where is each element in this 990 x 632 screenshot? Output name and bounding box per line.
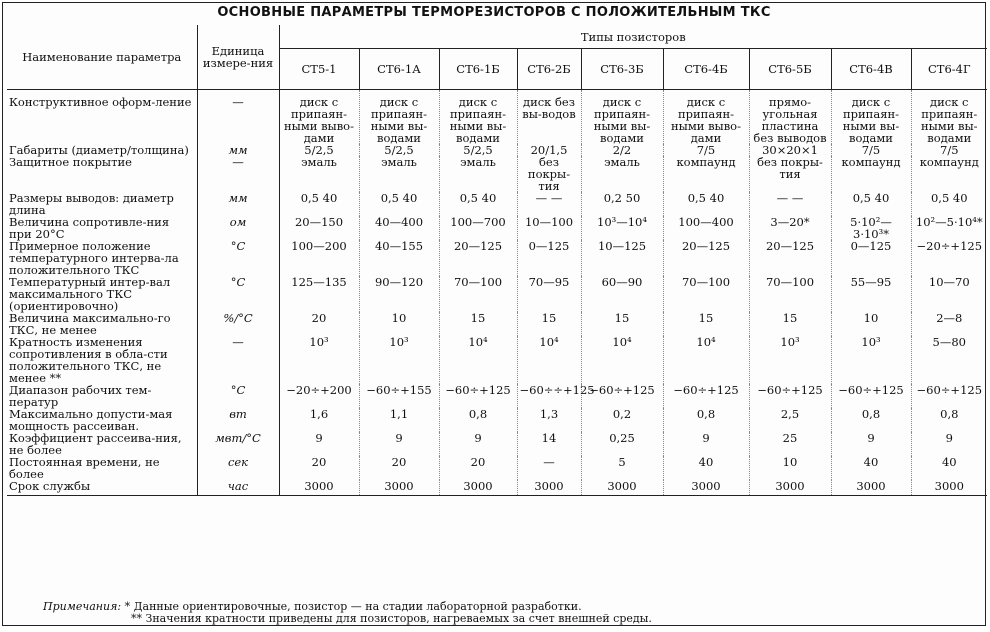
parameter-value: 10³ <box>749 336 831 384</box>
parameter-unit: мм <box>197 144 279 156</box>
parameter-value: 10⁴ <box>517 336 581 384</box>
parameter-value: 10³ <box>359 336 439 384</box>
parameter-value: 7/5 <box>911 144 987 156</box>
parameter-value: 3—20* <box>749 216 831 240</box>
parameter-value: 100—200 <box>291 239 347 253</box>
parameter-name: Диапазон рабочих тем-ператур <box>7 384 197 408</box>
header-parameter-name: Наименование параметра <box>7 25 197 90</box>
parameter-value: эмаль <box>581 156 663 192</box>
parameter-value: −60÷÷+125 <box>517 384 581 408</box>
parameter-value: −60÷+125 <box>831 384 911 408</box>
parameter-value: 3000 <box>749 480 831 496</box>
parameter-value: 40 <box>831 456 911 480</box>
parameter-value: эмаль <box>439 156 517 192</box>
parameter-value: 1,3 <box>517 408 581 432</box>
parameter-value: 0,5 40 <box>300 191 338 205</box>
header-type: СТ6-1А <box>359 49 439 90</box>
table-row <box>7 276 987 312</box>
parameter-value: 55—95 <box>831 276 911 312</box>
parameter-value: 70—100 <box>439 276 517 312</box>
parameter-value: 9 <box>439 432 517 456</box>
parameter-value: 10⁴ <box>663 336 749 384</box>
parameter-value: 70—100 <box>663 276 749 312</box>
parameter-name: Постоянная времени, не более <box>7 456 197 480</box>
parameter-value: 5/2,5 <box>359 144 439 156</box>
parameter-value: 40 <box>911 456 987 480</box>
parameter-unit: — <box>197 90 279 145</box>
parameter-value: 10⁴ <box>439 336 517 384</box>
parameter-value: 0,8 <box>439 408 517 432</box>
parameter-value: 0,5 40 <box>439 192 517 216</box>
parameter-value: диск с припаян-ными вы-водами <box>359 90 439 145</box>
header-type: СТ6-3Б <box>581 49 663 90</box>
parameter-value: 3000 <box>439 480 517 496</box>
parameter-value: 100—700 <box>439 216 517 240</box>
parameter-value: 10—70 <box>911 276 987 312</box>
parameter-value: 20 <box>439 456 517 480</box>
parameter-value: 0,8 <box>911 408 987 432</box>
header-types-group: Типы позисторов <box>279 25 987 49</box>
parameter-value: 10—125 <box>581 240 663 276</box>
parameter-name: Величина максимально-го ТКС, не менее <box>7 312 197 336</box>
parameter-value: 3000 <box>911 480 987 496</box>
parameter-value: без покры-тия <box>517 156 581 192</box>
document-page <box>2 2 986 626</box>
parameter-value: 10³ <box>831 336 911 384</box>
parameter-unit: мм <box>197 192 279 216</box>
parameter-value: эмаль <box>301 155 337 169</box>
parameter-value: 40—400 <box>359 216 439 240</box>
parameter-value: 7/5 <box>663 144 749 156</box>
parameter-value: −20÷+200 <box>286 383 352 397</box>
parameter-value: — <box>517 456 581 480</box>
parameter-unit: сек <box>197 456 279 480</box>
parameter-value: 25 <box>749 432 831 456</box>
parameter-value: 9 <box>831 432 911 456</box>
parameter-value: диск с припаян-ными выво-дами <box>663 90 749 145</box>
parameter-value: 3000 <box>581 480 663 496</box>
parameter-value: 10³ <box>309 335 329 349</box>
parameter-value: 60—90 <box>581 276 663 312</box>
parameter-value: 10—100 <box>517 216 581 240</box>
table-row <box>7 156 987 192</box>
parameter-value: 3000 <box>663 480 749 496</box>
parameter-value: 5/2,5 <box>304 143 334 157</box>
parameter-value: 30×20×1 <box>749 144 831 156</box>
parameter-value: диск с припаян-ными вы-водами <box>911 90 987 145</box>
table-row <box>7 408 987 432</box>
table-row <box>7 90 987 145</box>
header-type: СТ6-4Б <box>663 49 749 90</box>
parameter-value: 10 <box>831 312 911 336</box>
parameters-table <box>7 25 987 496</box>
parameter-value: 100—400 <box>663 216 749 240</box>
header-type: СТ6-2Б <box>517 49 581 90</box>
parameter-value: 20—125 <box>663 240 749 276</box>
parameter-unit: — <box>197 336 279 384</box>
parameter-value: 1,6 <box>309 407 329 421</box>
parameter-unit: °С <box>197 384 279 408</box>
parameter-value: 20—150 <box>294 215 344 229</box>
parameter-unit: вт <box>197 408 279 432</box>
parameter-value: 5/2,5 <box>439 144 517 156</box>
parameter-value: 3000 <box>359 480 439 496</box>
parameter-value: 10 <box>749 456 831 480</box>
parameter-unit: мвт/°С <box>197 432 279 456</box>
parameter-value: 0,5 40 <box>911 192 987 216</box>
parameter-value: 15 <box>517 312 581 336</box>
parameter-name: Кратность изменения сопротивления в обла-сти положительного ТКС, не менее ** <box>7 336 197 384</box>
parameter-value: 0,8 <box>663 408 749 432</box>
parameter-value: эмаль <box>359 156 439 192</box>
table-row <box>7 144 987 156</box>
parameter-value: 0,25 <box>581 432 663 456</box>
parameter-value: −60÷+125 <box>581 384 663 408</box>
parameter-name: Максимально допусти-мая мощность рассеиван. <box>7 408 197 432</box>
parameter-value: 3000 <box>831 480 911 496</box>
parameter-value: компаунд <box>831 156 911 192</box>
header-type: СТ5-1 <box>279 49 359 90</box>
table-row <box>7 480 987 496</box>
parameter-unit: °С <box>197 240 279 276</box>
parameter-value: 15 <box>439 312 517 336</box>
footnote-1-text: * Данные ориентировочные, позистор — на стадии лабораторной разработки. <box>124 600 582 613</box>
parameter-value: 40 <box>663 456 749 480</box>
parameter-value: — — <box>749 192 831 216</box>
header-type: СТ6-4Г <box>911 49 987 90</box>
parameter-value: 2—8 <box>911 312 987 336</box>
parameter-value: 20—125 <box>749 240 831 276</box>
parameter-value: 90—120 <box>359 276 439 312</box>
table-row <box>7 456 987 480</box>
parameter-name: Срок службы <box>7 480 197 496</box>
parameter-value: компаунд <box>911 156 987 192</box>
parameter-name: Конструктивное оформ-ление <box>7 90 197 145</box>
table-row <box>7 312 987 336</box>
table-body <box>7 90 987 496</box>
parameter-value: 0,8 <box>831 408 911 432</box>
table-row <box>7 384 987 408</box>
parameter-name: Коэффициент рассеива-ния, не более <box>7 432 197 456</box>
parameter-value: прямо-угольная пластина без выводов <box>749 90 831 145</box>
table-row <box>7 432 987 456</box>
parameter-value: 0—125 <box>517 240 581 276</box>
parameter-value: 15 <box>581 312 663 336</box>
parameter-unit: — <box>197 156 279 192</box>
parameter-value: 20/1,5 <box>517 144 581 156</box>
parameter-unit: °С <box>197 276 279 312</box>
parameter-name: Размеры выводов: диаметр длина <box>7 192 197 216</box>
parameter-value: 10³—10⁴ <box>581 216 663 240</box>
parameter-name: Защитное покрытие <box>7 156 197 192</box>
parameter-value: 9 <box>663 432 749 456</box>
parameter-value: диск без вы-водов <box>517 90 581 145</box>
parameter-value: −60÷+155 <box>359 384 439 408</box>
table-row <box>7 192 987 216</box>
parameter-value: 5—80 <box>911 336 987 384</box>
parameter-value: 5·10²—3·10³* <box>831 216 911 240</box>
parameter-value: 0,2 <box>581 408 663 432</box>
parameter-name: Примерное положение температурного интерва-ла положительного ТКС <box>7 240 197 276</box>
parameter-unit: ом <box>197 216 279 240</box>
footnote-2: ** Значения кратности приведены для позисторов, нагреваемых за счет внешней среды. <box>131 612 652 625</box>
notes-label: Примечания: <box>43 600 122 613</box>
parameter-value: 70—95 <box>517 276 581 312</box>
header-unit: Единица измере-ния <box>197 25 279 90</box>
parameter-value: — — <box>517 192 581 216</box>
parameter-value: 9 <box>911 432 987 456</box>
parameter-value: диск с припаян-ными вы-водами <box>831 90 911 145</box>
header-type: СТ6-4В <box>831 49 911 90</box>
parameter-value: 0,5 40 <box>359 192 439 216</box>
parameter-value: диск с припаян-ными вы-водами <box>581 90 663 145</box>
parameter-value: компаунд <box>663 156 749 192</box>
footnotes <box>43 601 652 625</box>
parameter-value: 0,5 40 <box>663 192 749 216</box>
parameter-value: −20÷+125 <box>911 240 987 276</box>
table-row <box>7 240 987 276</box>
parameter-value: 9 <box>315 431 323 445</box>
parameter-value: 20—125 <box>439 240 517 276</box>
table-row <box>7 336 987 384</box>
parameter-value: 20 <box>311 311 327 325</box>
parameter-value: 7/5 <box>831 144 911 156</box>
parameter-value: 0,2 50 <box>581 192 663 216</box>
parameter-value: 10⁴ <box>581 336 663 384</box>
header-type: СТ6-5Б <box>749 49 831 90</box>
parameter-value: 1,1 <box>359 408 439 432</box>
parameter-value: 20 <box>311 455 327 469</box>
parameter-value: 125—135 <box>291 275 347 289</box>
table-row <box>7 216 987 240</box>
parameter-value: 9 <box>359 432 439 456</box>
parameter-value: 3000 <box>279 480 359 496</box>
parameter-value: 0—125 <box>831 240 911 276</box>
parameter-value: без покры-тия <box>749 156 831 192</box>
parameter-value: диск с припаян-ными выво-дами <box>284 95 354 145</box>
parameter-value: 20 <box>359 456 439 480</box>
parameter-value: 5 <box>581 456 663 480</box>
parameter-name: Габариты (диаметр/толщина) <box>7 144 197 156</box>
parameter-value: 2/2 <box>581 144 663 156</box>
parameter-value: 2,5 <box>749 408 831 432</box>
parameter-value: 10²—5·10⁴* <box>911 216 987 240</box>
parameter-value: 40—155 <box>359 240 439 276</box>
parameter-value: −60÷+125 <box>911 384 987 408</box>
parameter-unit: %/°С <box>197 312 279 336</box>
parameter-value: −60÷+125 <box>663 384 749 408</box>
parameter-name: Температурный интер-вал максимального ТКС (ориентировочно) <box>7 276 197 312</box>
header-type: СТ6-1Б <box>439 49 517 90</box>
parameter-value: 3000 <box>517 480 581 496</box>
parameter-value: 15 <box>749 312 831 336</box>
parameter-unit: час <box>197 480 279 496</box>
parameter-value: 0,5 40 <box>831 192 911 216</box>
parameter-value: 15 <box>663 312 749 336</box>
parameter-value: 10 <box>359 312 439 336</box>
parameter-value: −60÷+125 <box>439 384 517 408</box>
page-title: ОСНОВНЫЕ ПАРАМЕТРЫ ТЕРМОРЕЗИСТОРОВ С ПОЛОЖИТЕЛЬНЫМ ТКС <box>217 5 771 20</box>
parameter-name: Величина сопротивле-ния при 20°С <box>7 216 197 240</box>
parameter-value: 70—100 <box>749 276 831 312</box>
parameter-value: диск с припаян-ными вы-водами <box>439 90 517 145</box>
parameter-value: −60÷+125 <box>749 384 831 408</box>
parameter-value: 14 <box>517 432 581 456</box>
